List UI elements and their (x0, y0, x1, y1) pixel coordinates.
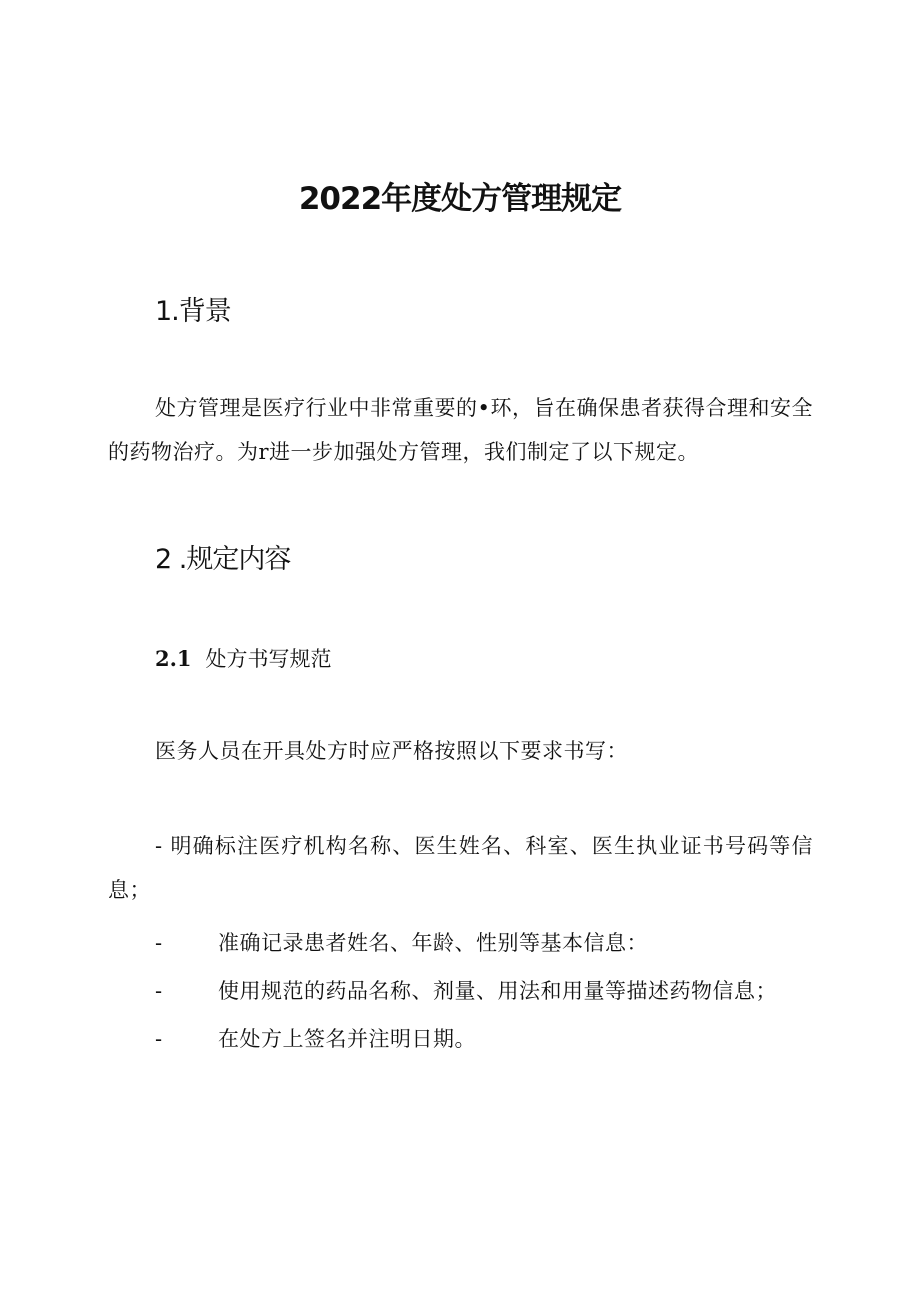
list-item (155, 928, 648, 958)
list-item-text: 在处方上签名并注明日期。 (218, 1027, 476, 1051)
subsection-title: 处方书写规范 (205, 647, 332, 671)
list-item-text: 准确记录患者姓名、年龄、性别等基本信息： (218, 931, 648, 955)
list-item-dash: - (155, 979, 163, 1003)
list-item (108, 824, 813, 912)
list-item (155, 1024, 476, 1054)
subsection-heading (155, 644, 332, 674)
list-item-text: 使用规范的药品名称、剂量、用法和用量等描述药物信息； (218, 979, 777, 1003)
document-title: 2022年度处方管理规定 (298, 181, 622, 217)
list-item-dash: - (155, 931, 163, 955)
background-paragraph: 处方管理是医疗行业中非常重要的•环，旨在确保患者获得合理和安全的药物治疗。为r进一步加强处方管理，我们制定了以下规定。 (108, 396, 813, 464)
subsection-number: 2.1 (155, 646, 192, 671)
list-item-dash: - (155, 834, 163, 858)
list-item-text: 明确标注医疗机构名称、医生姓名、科室、医生执业证书号码等信息； (108, 834, 813, 902)
list-item-dash: - (155, 1027, 163, 1051)
section-heading-background: 1.背景 (155, 296, 231, 327)
rules-intro: 医务人员在开具处方时应严格按照以下要求书写： (155, 739, 628, 763)
section-heading-rules: 2 .规定内容 (155, 544, 291, 575)
list-item (155, 976, 777, 1006)
